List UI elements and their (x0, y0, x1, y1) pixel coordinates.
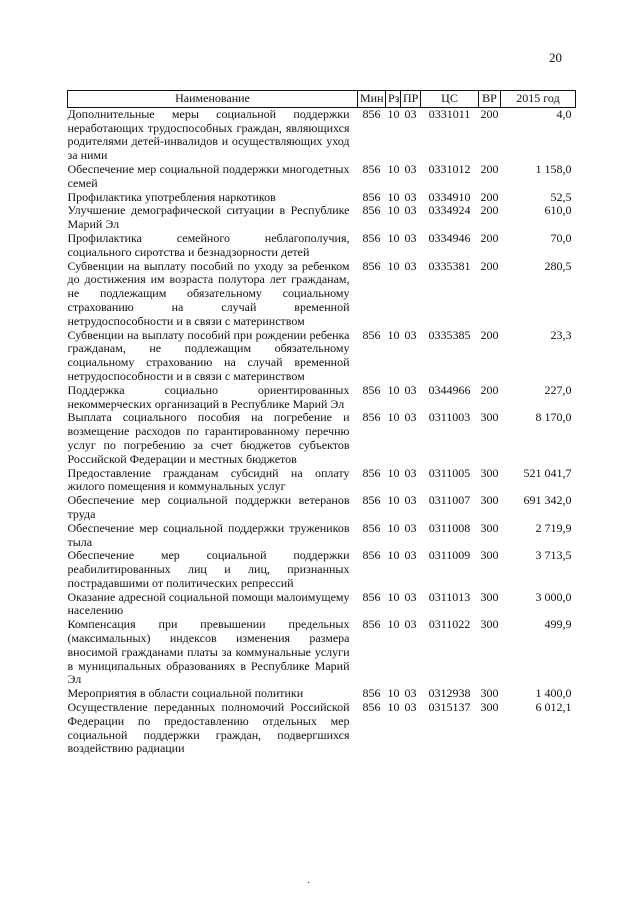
table-row (68, 618, 576, 687)
cell-name: Дополнительные меры социальной поддержки неработающих трудоспособных граждан, являющихся родителями детей-инвалидов и осуществляющих уход за ними (67, 106, 350, 163)
cell-name: Обеспечение мер социальной поддержки многодетных семей (67, 161, 350, 190)
cell-min: 856 (362, 465, 381, 480)
cell-min: 856 (362, 548, 381, 563)
page-mark: · (307, 878, 311, 889)
cell-name: Улучшение демографической ситуации в Республике Марий Эл (67, 203, 350, 232)
cell-amount: 3 000,0 (535, 589, 572, 604)
cell-pr: 03 (404, 548, 417, 563)
cell-rz: 10 (387, 493, 400, 508)
cell-name: Профилактика семейного неблагополучия, социального сиротства и безнадзорности детей (67, 230, 350, 259)
cell-rz: 10 (387, 520, 400, 535)
table-row (68, 191, 576, 205)
cell-rz: 10 (387, 203, 400, 218)
cell-min: 856 (362, 203, 381, 218)
cell-rz: 10 (387, 106, 400, 121)
cell-rz: 10 (387, 230, 400, 245)
cell-pr: 03 (404, 686, 417, 701)
cell-amount: 1 400,0 (535, 686, 572, 701)
cell-rz: 10 (387, 161, 400, 176)
cell-cs: 0334910 (428, 189, 471, 204)
cell-rz: 10 (387, 465, 400, 480)
cell-pr: 03 (404, 161, 417, 176)
cell-cs: 0311007 (428, 493, 471, 508)
cell-min: 856 (362, 700, 381, 715)
cell-amount: 499,9 (544, 617, 572, 632)
cell-min: 856 (362, 617, 381, 632)
cell-name: Мероприятия в области социальной политики (67, 686, 304, 701)
cell-pr: 03 (404, 493, 417, 508)
cell-vr: 300 (480, 548, 499, 563)
header-year: 2015 год (501, 91, 576, 108)
cell-name: Предоставление гражданам субсидий на оплату жилого помещения и коммунальных услуг (67, 465, 350, 494)
cell-amount: 691 342,0 (523, 493, 572, 508)
cell-amount: 70,0 (550, 230, 572, 245)
cell-min: 856 (362, 686, 381, 701)
cell-vr: 300 (480, 617, 499, 632)
cell-pr: 03 (404, 203, 417, 218)
cell-rz: 10 (387, 589, 400, 604)
cell-cs: 0331011 (428, 106, 471, 121)
cell-cs: 0311022 (428, 617, 471, 632)
table-row (68, 522, 576, 550)
cell-pr: 03 (404, 189, 417, 204)
cell-name: Компенсация при превышении предельных (максимальных) индексов изменения размера вносимой гражданами платы за коммунальные услуги в муниципальных образованиях в Республике Марий Эл (67, 617, 350, 687)
cell-cs: 0334924 (428, 203, 471, 218)
cell-amount: 3 713,5 (535, 548, 572, 563)
cell-pr: 03 (404, 700, 417, 715)
cell-vr: 200 (480, 161, 499, 176)
cell-pr: 03 (404, 230, 417, 245)
cell-amount: 4,0 (556, 106, 572, 121)
cell-amount: 8 170,0 (535, 410, 572, 425)
cell-cs: 0315137 (428, 700, 471, 715)
cell-amount: 610,0 (544, 203, 572, 218)
cell-vr: 200 (480, 203, 499, 218)
cell-rz: 10 (387, 258, 400, 273)
cell-amount: 1 158,0 (535, 161, 572, 176)
cell-pr: 03 (404, 410, 417, 425)
table-row (68, 384, 576, 412)
cell-cs: 0311003 (428, 410, 471, 425)
header-pr: ПР (401, 91, 421, 108)
cell-name: Субвенции на выплату пособий по уходу за ребенком до достижения им возраста полутора лет гражданам, не подлежащим обязательному социальному страхованию на случай временной нетрудоспособности и в связи с материнством (67, 258, 350, 328)
cell-cs: 0331012 (428, 161, 471, 176)
header-min: Мин (358, 91, 386, 108)
table-row (68, 467, 576, 495)
table-row (68, 494, 576, 522)
cell-rz: 10 (387, 189, 400, 204)
cell-vr: 300 (480, 589, 499, 604)
cell-vr: 300 (480, 686, 499, 701)
cell-min: 856 (362, 106, 381, 121)
cell-name: Субвенции на выплату пособий при рождении ребенка гражданам, не подлежащим обязательному социальному страхованию на случай временной нетрудоспособности и в связи с материнством (67, 327, 350, 383)
cell-vr: 300 (480, 410, 499, 425)
cell-cs: 0334946 (428, 230, 471, 245)
cell-amount: 2 719,9 (535, 520, 572, 535)
cell-pr: 03 (404, 327, 417, 342)
table-row (68, 232, 576, 260)
table-row (68, 107, 576, 163)
cell-rz: 10 (387, 382, 400, 397)
table-row (68, 163, 576, 191)
header-rz: Рз (386, 91, 401, 108)
cell-vr: 200 (480, 230, 499, 245)
table-row (68, 204, 576, 232)
cell-vr: 200 (480, 327, 499, 342)
header-cs: ЦС (421, 91, 479, 108)
cell-min: 856 (362, 520, 381, 535)
cell-vr: 200 (480, 258, 499, 273)
cell-rz: 10 (387, 548, 400, 563)
cell-cs: 0312938 (428, 686, 471, 701)
cell-vr: 300 (480, 700, 499, 715)
cell-name: Обеспечение мер социальной поддержки ветеранов труда (67, 493, 350, 521)
cell-cs: 0311005 (428, 465, 471, 480)
cell-vr: 200 (480, 106, 499, 121)
cell-min: 856 (362, 161, 381, 176)
cell-amount: 52,5 (550, 189, 572, 204)
cell-pr: 03 (404, 382, 417, 397)
table-row (68, 549, 576, 590)
cell-pr: 03 (404, 258, 417, 273)
cell-cs: 0311009 (428, 548, 471, 563)
cell-min: 856 (362, 493, 381, 508)
cell-name: Профилактика употребления наркотиков (67, 189, 276, 204)
page-number: 20 (549, 50, 562, 65)
cell-min: 856 (362, 382, 381, 397)
cell-name: Обеспечение мер социальной поддержки реабилитированных лиц и лиц, признанных пострадавшими от политических репрессий (67, 548, 350, 590)
cell-min: 856 (362, 589, 381, 604)
table-row (68, 687, 576, 701)
cell-cs: 0335381 (428, 258, 471, 273)
cell-rz: 10 (387, 410, 400, 425)
cell-cs: 0335385 (428, 327, 471, 342)
cell-vr: 200 (480, 189, 499, 204)
cell-amount: 280,5 (544, 258, 572, 273)
cell-min: 856 (362, 410, 381, 425)
cell-min: 856 (362, 189, 381, 204)
cell-name: Осуществление переданных полномочий Российской Федерации по предоставлению отдельных мер социальной поддержки граждан, подвергшихся воздействию радиации (67, 700, 350, 756)
cell-amount: 6 012,1 (535, 700, 572, 715)
cell-pr: 03 (404, 106, 417, 121)
budget-table (67, 90, 576, 756)
cell-amount: 23,3 (550, 327, 572, 342)
cell-name: Выплата социального пособия на погребение и возмещение расходов по гарантированному перечню услуг по погребению за счет бюджетов субъектов Российской Федерации и местных бюджетов (67, 410, 350, 466)
cell-pr: 03 (404, 617, 417, 632)
cell-min: 856 (362, 327, 381, 342)
table-row (68, 329, 576, 384)
table-row (68, 411, 576, 466)
cell-name: Оказание адресной социальной помощи малоимущему населению (67, 589, 350, 618)
cell-vr: 300 (480, 520, 499, 535)
header-vr: ВР (479, 91, 501, 108)
cell-name: Поддержка социально ориентированных некоммерческих организаций в Республике Марий Эл (67, 382, 350, 411)
cell-amount: 521 041,7 (523, 465, 572, 480)
cell-vr: 300 (480, 493, 499, 508)
cell-rz: 10 (387, 700, 400, 715)
cell-pr: 03 (404, 465, 417, 480)
cell-vr: 200 (480, 382, 499, 397)
cell-pr: 03 (404, 589, 417, 604)
cell-cs: 0344966 (428, 382, 471, 397)
cell-cs: 0311013 (428, 589, 471, 604)
table-header-row (68, 91, 576, 108)
cell-vr: 300 (480, 465, 499, 480)
header-name: Наименование (68, 91, 358, 108)
cell-rz: 10 (387, 327, 400, 342)
cell-name: Обеспечение мер социальной поддержки тружеников тыла (67, 520, 350, 549)
cell-cs: 0311008 (428, 520, 471, 535)
table-row (68, 591, 576, 619)
cell-min: 856 (362, 230, 381, 245)
cell-pr: 03 (404, 520, 417, 535)
cell-rz: 10 (387, 617, 400, 632)
cell-min: 856 (362, 258, 381, 273)
table-row (68, 260, 576, 329)
cell-rz: 10 (387, 686, 400, 701)
table-row (68, 701, 576, 756)
cell-amount: 227,0 (544, 382, 572, 397)
